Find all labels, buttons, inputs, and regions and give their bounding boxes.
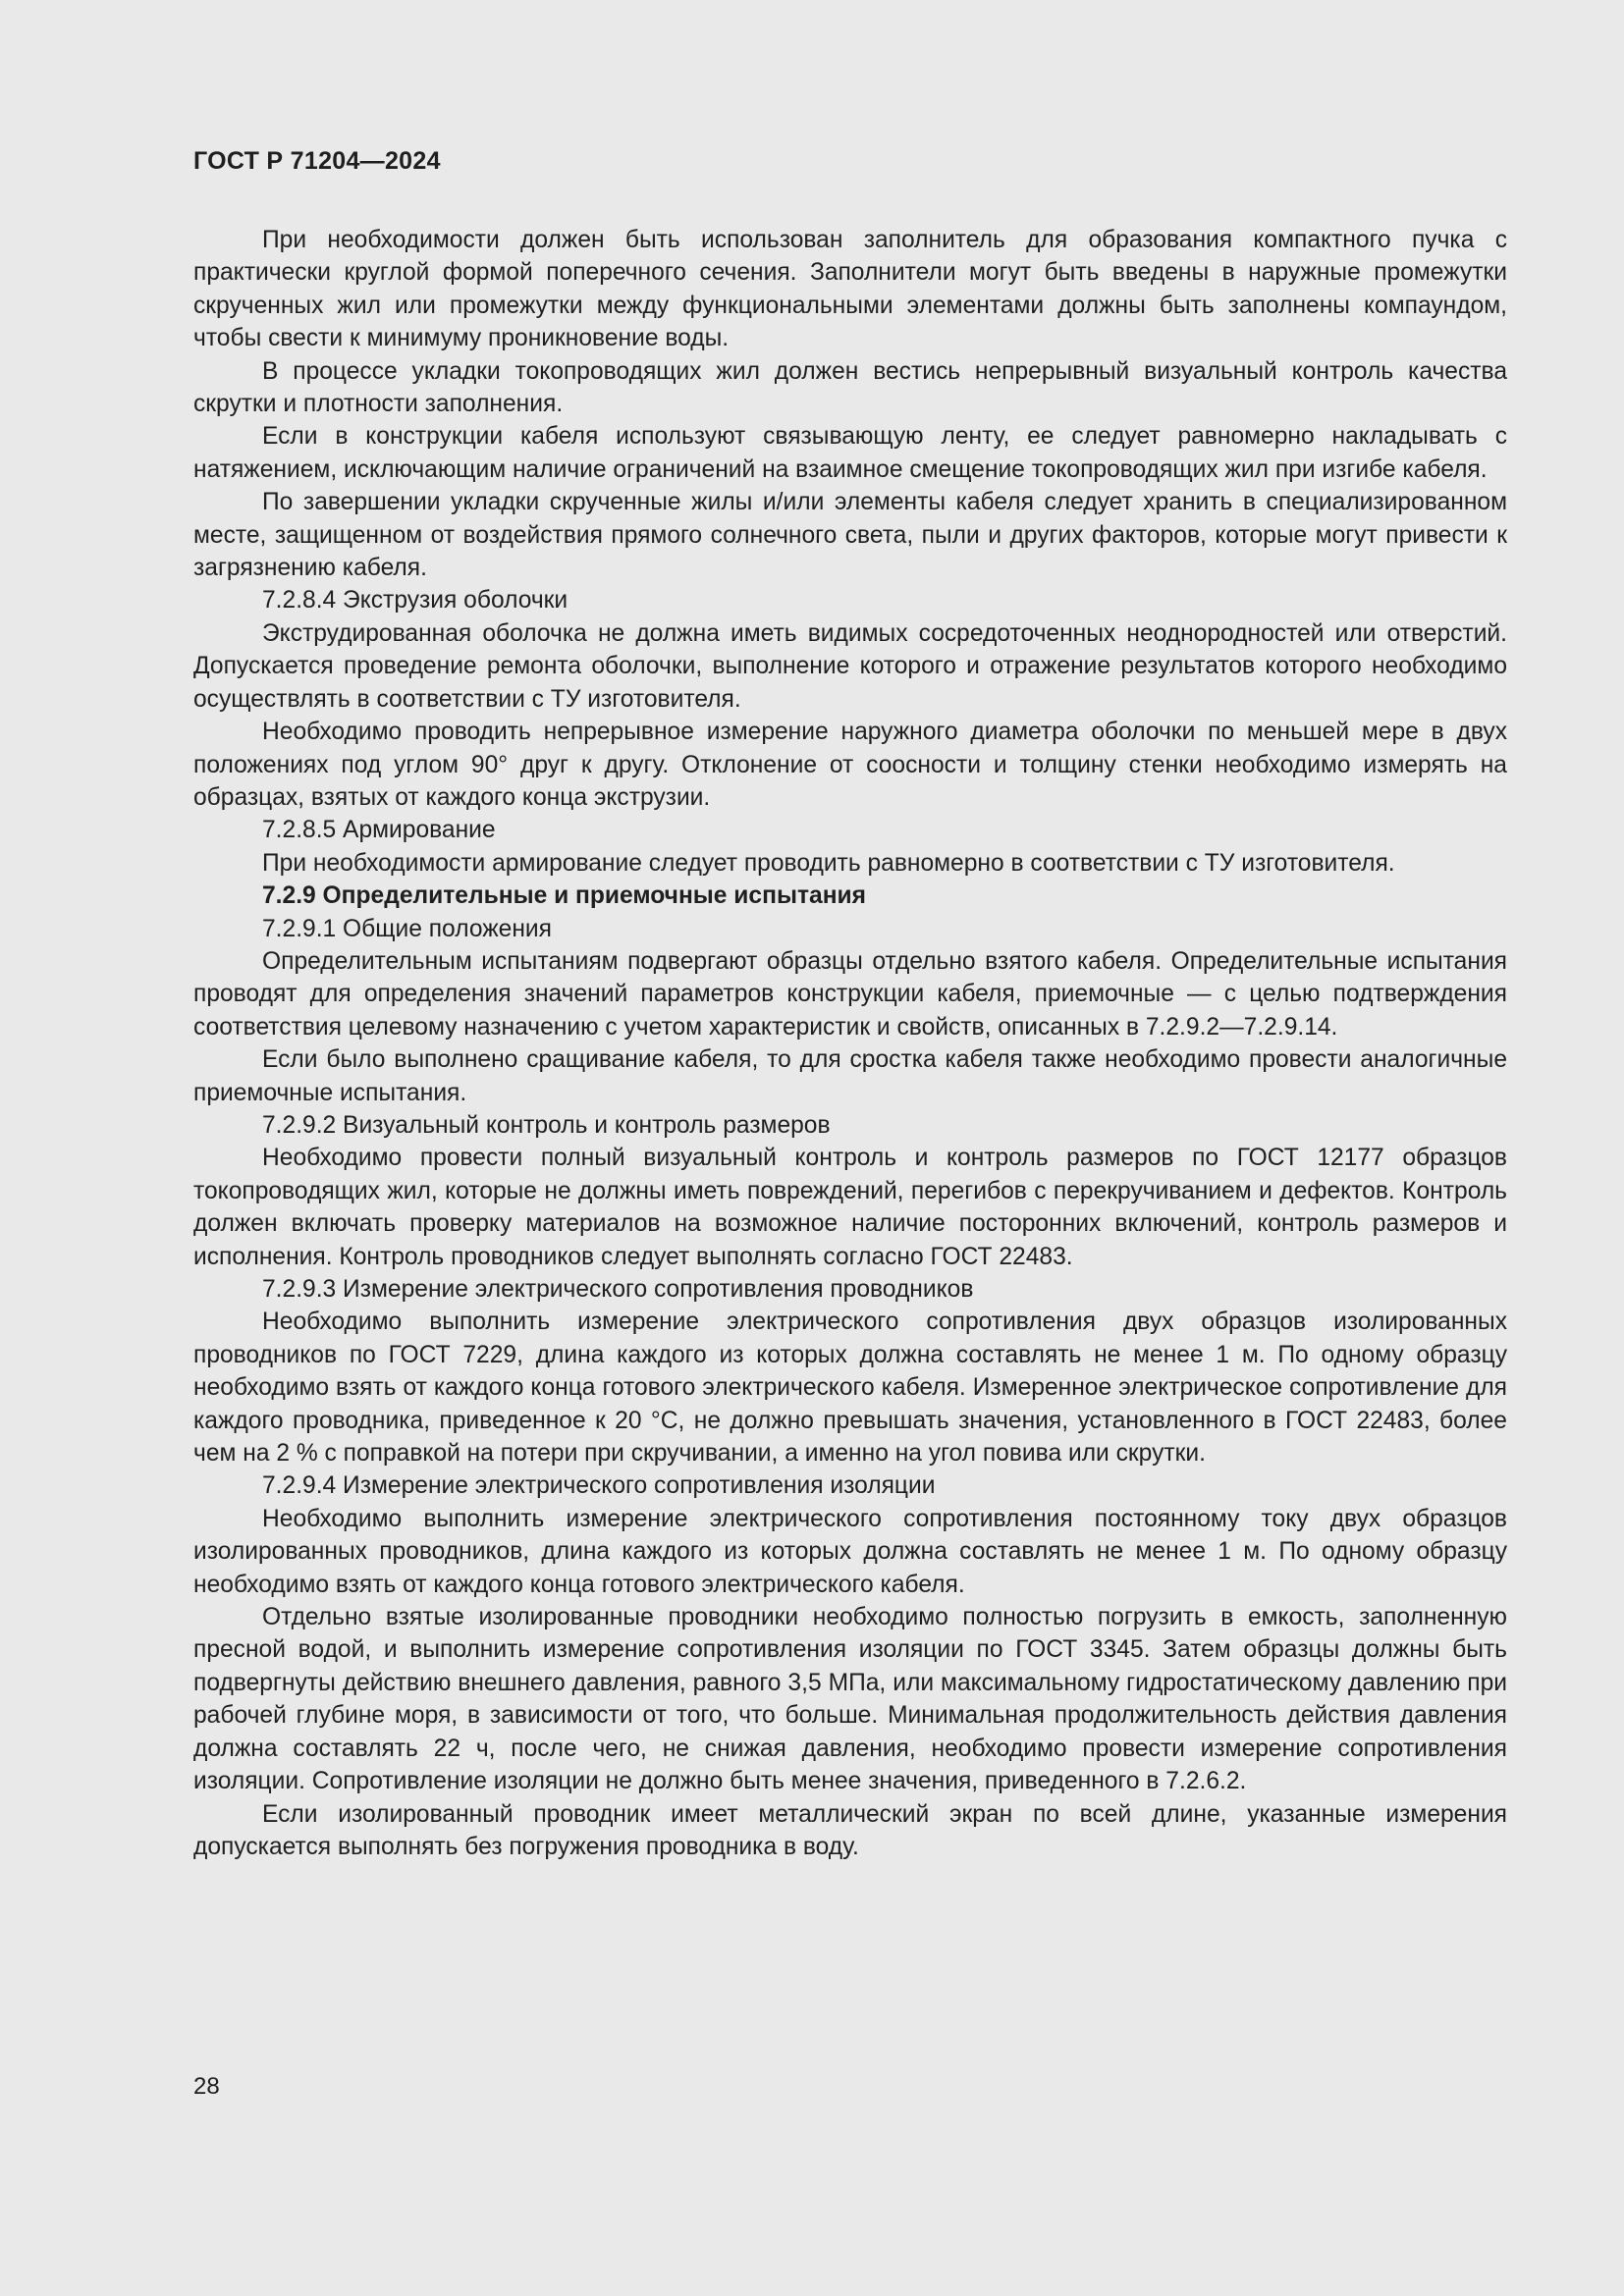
section-heading-7-2-9: 7.2.9 Определительные и приемочные испытания bbox=[262, 882, 867, 910]
paragraph-diameter-measurement: Необходимо проводить непрерывное измерение наружного диаметра оболочки по меньшей мере в двух положениях под углом 90° друг к другу. Отклонение от соосности и толщину стенки необходимо измерять на образцах, взятых от каждого конца экструзии. bbox=[193, 719, 1507, 811]
section-heading-7-2-9-3: 7.2.9.3 Измерение электрического сопротивления проводников bbox=[262, 1276, 974, 1303]
paragraph-conductor-resistance: Необходимо выполнить измерение электрического сопротивления двух образцов изолированных проводников по ГОСТ 7229, длина каждого из которых должна составлять не менее 1 м. По одному образцу необходимо взять от каждого конца готового электрического кабеля. Измеренное электрическое сопротивление для каждого проводника, приведенное к 20 °С, не должно превышать значения, установленного в ГОСТ 22483, более чем на 2 % с поправкой на потери при скручивании, а именно на угол повива или скрутки. bbox=[193, 1308, 1507, 1468]
paragraph-extruded-sheath: Экструдированная оболочка не должна иметь видимых сосредоточенных неоднородностей или отверстий. Допускается проведение ремонта оболочки, выполнение которого и отражение результатов которого необходимо осуществлять в соответствии с ТУ изготовителя. bbox=[193, 619, 1507, 713]
paragraph-visual-control: В процессе укладки токопроводящих жил должен вестись непрерывный визуальный контроль качества скрутки и плотности заполнения. bbox=[193, 357, 1507, 418]
section-heading-7-2-9-1: 7.2.9.1 Общие положения bbox=[262, 915, 552, 942]
paragraph-immersion-test: Отдельно взятые изолированные проводники необходимо полностью погрузить в емкость, заполненную пресной водой, и выполнить измерение сопротивления изоляции по ГОСТ 3345. Затем образцы должны быть подвергнуты действию внешнего давления, равного 3,5 МПа, или максимальному гидростатическому давлению при рабочей глубине моря, в зависимости от того, что больше. Минимальная продолжительность действия давления должна составлять 22 ч, после чего, не снижая давления, необходимо провести измерение сопротивления изоляции. Сопротивление изоляции не должно быть менее значения, приведенного в 7.2.6.2. bbox=[193, 1604, 1507, 1795]
paragraph-metallic-screen: Если изолированный проводник имеет металлический экран по всей длине, указанные измерения допускается выполнять без погружения проводника в воду. bbox=[193, 1800, 1507, 1860]
section-heading-7-2-9-4: 7.2.9.4 Измерение электрического сопротивления изоляции bbox=[262, 1472, 936, 1500]
page-number: 28 bbox=[193, 2073, 220, 2100]
paragraph-binding-tape: Если в конструкции кабеля используют связывающую ленту, ее следует равномерно накладывать с натяжением, исключающим наличие ограничений на взаимное смещение токопроводящих жил при изгибе кабеля. bbox=[193, 423, 1507, 483]
section-heading-7-2-8-4: 7.2.8.4 Экструзия оболочки bbox=[262, 587, 568, 614]
paragraph-visual-dimension-control: Необходимо провести полный визуальный контроль и контроль размеров по ГОСТ 12177 образцов токопроводящих жил, которые не должны иметь повреждений, перегибов с перекручиванием и дефектов. Контроль должен включать проверку материалов на возможное наличие посторонних включений, контроль размеров и исполнения. Контроль проводников следует выполнять согласно ГОСТ 22483. bbox=[193, 1145, 1507, 1270]
paragraph-splice-tests: Если было выполнено сращивание кабеля, то для сростка кабеля также необходимо провести аналогичные приемочные испытания. bbox=[193, 1046, 1507, 1106]
paragraph-definitive-tests: Определительным испытаниям подвергают образцы отдельно взятого кабеля. Определительные испытания проводят для определения значений параметров конструкции кабеля, приемочные — с целью подтверждения соответствия целевому назначению с учетом характеристик и свойств, описанных в 7.2.9.2—7.2.9.14. bbox=[193, 947, 1507, 1041]
paragraph-insulation-resistance: Необходимо выполнить измерение электрического сопротивления постоянному току двух образцов изолированных проводников, длина каждого из которых должна составлять не менее 1 м. По одному образцу необходимо взять от каждого конца готового электрического кабеля. bbox=[193, 1505, 1507, 1598]
paragraph-storage: По завершении укладки скрученные жилы и/или элементы кабеля следует хранить в специализированном месте, защищенном от воздействия прямого солнечного света, пыли и других факторов, которые могут привести к загрязнению кабеля. bbox=[193, 489, 1507, 582]
paragraph-filler: При необходимости должен быть использован заполнитель для образования компактного пучка с практически круглой формой поперечного сечения. Заполнители могут быть введены в наружные промежутки скрученных жил или промежутки между функциональными элементами должны быть заполнены компаундом, чтобы свести к минимуму проникновение воды. bbox=[193, 227, 1507, 352]
document-body bbox=[193, 224, 1507, 1863]
section-heading-7-2-8-5: 7.2.8.5 Армирование bbox=[262, 817, 496, 844]
section-heading-7-2-9-2: 7.2.9.2 Визуальный контроль и контроль размеров bbox=[262, 1111, 831, 1139]
paragraph-armoring: При необходимости армирование следует проводить равномерно в соответствии с ТУ изготовителя. bbox=[262, 849, 1395, 877]
document-header: ГОСТ Р 71204—2024 bbox=[193, 147, 441, 175]
